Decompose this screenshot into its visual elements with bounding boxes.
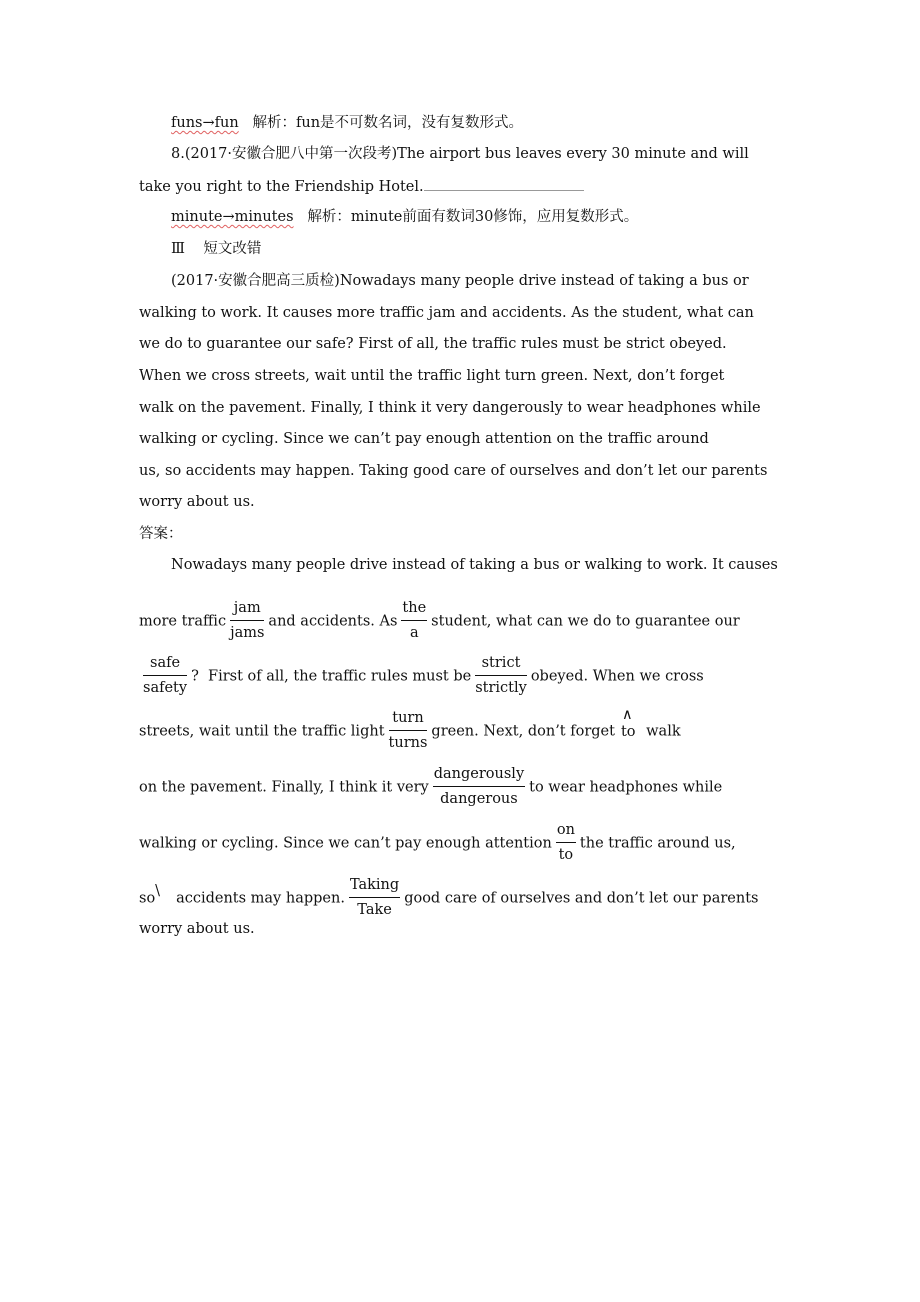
corrected-word: to — [558, 847, 574, 863]
original-word: on — [556, 821, 576, 843]
text-line — [139, 600, 740, 643]
text-line — [139, 766, 722, 809]
original-word: turn — [389, 709, 428, 731]
text-segment: so — [139, 890, 156, 907]
text-line — [139, 366, 724, 386]
text-segment: good care of ourselves and don’t let our parents — [404, 890, 759, 907]
text-line — [171, 144, 749, 164]
text-segment: Ⅲ 短文改错 — [171, 241, 262, 257]
correction — [349, 876, 400, 919]
corrected-word: jams — [230, 625, 265, 641]
correction — [556, 821, 576, 864]
text-line — [139, 303, 754, 323]
text-line — [139, 655, 704, 698]
text-segment: and accidents. As — [268, 613, 398, 630]
text-segment: walk — [641, 723, 681, 740]
original-word: jam — [230, 599, 264, 621]
text-segment: more traffic — [139, 613, 227, 630]
text-segment: take you right to the Friendship Hotel. — [139, 179, 424, 195]
text-segment: minute→minutes — [171, 209, 294, 225]
text-segment: walking or cycling. Since we can’t pay enough attention on the traffic around — [139, 431, 709, 447]
text-segment: accidents may happen. — [176, 890, 345, 907]
text-segment: streets, wait until the traffic light — [139, 723, 385, 740]
text-segment: worry about us. — [139, 494, 255, 510]
correction — [230, 599, 264, 642]
original-word: Taking — [349, 876, 400, 898]
deletion-mark: \ — [155, 882, 161, 899]
text-segment: ? First of all, the traffic rules must be — [191, 668, 472, 685]
text-line — [139, 334, 727, 354]
caret-symbol: ∧ — [621, 706, 633, 723]
text-segment: (2017·安徽合肥高三质检)Nowadays many people drive instead of taking a bus or — [171, 273, 749, 289]
text-line — [171, 239, 261, 259]
text-line — [171, 207, 638, 227]
correction — [433, 765, 525, 808]
text-line — [139, 398, 761, 418]
original-word: dangerously — [433, 765, 525, 787]
text-segment: When we cross streets, wait until the traffic light turn green. Next, don’t forget — [139, 368, 725, 384]
text-segment: green. Next, don’t forget — [431, 723, 615, 740]
correction — [475, 654, 527, 697]
text-segment: funs→fun — [171, 115, 239, 131]
text-line — [139, 176, 584, 197]
text-segment: 8.(2017·安徽合肥八中第一次段考)The airport bus leaves every 30 minute and will — [171, 146, 749, 162]
corrected-word: safety — [143, 680, 188, 696]
text-segment: Nowadays many people drive instead of taking a bus or walking to work. It causes — [171, 557, 778, 573]
text-line — [139, 706, 681, 753]
original-word: strict — [475, 654, 527, 676]
original-word: safe — [143, 654, 187, 676]
text-line — [139, 429, 709, 449]
text-segment: walk on the pavement. Finally, I think it very dangerously to wear headphones while — [139, 400, 761, 416]
text-line — [171, 271, 749, 291]
text-line — [171, 113, 523, 133]
text-segment: 解析：minute前面有数词30修饰，应用复数形式。 — [293, 209, 639, 225]
corrected-word: a — [409, 625, 419, 641]
text-line — [139, 524, 183, 544]
corrected-word: turns — [388, 735, 428, 751]
text-line — [139, 461, 767, 481]
text-segment: 解析：fun是不可数名词，没有复数形式。 — [238, 115, 524, 131]
original-word: the — [401, 599, 427, 621]
insertion-mark — [620, 706, 636, 742]
text-line — [139, 492, 255, 512]
corrected-word: Take — [357, 902, 392, 918]
text-line — [171, 555, 778, 575]
text-line — [139, 877, 758, 920]
text-segment: walking or cycling. Since we can’t pay enough attention — [139, 835, 552, 852]
corrected-word: dangerous — [440, 791, 518, 807]
text-line — [139, 919, 255, 939]
answer-blank — [424, 176, 584, 191]
inserted-word: to — [620, 723, 636, 740]
text-segment: to wear headphones while — [529, 779, 723, 796]
text-segment: worry about us. — [139, 921, 255, 937]
text-segment: us, so accidents may happen. Taking good care of ourselves and don’t let our parents — [139, 463, 768, 479]
corrected-word: strictly — [475, 680, 527, 696]
text-line — [139, 822, 736, 865]
text-segment: the traffic around us, — [579, 835, 736, 852]
text-segment: on the pavement. Finally, I think it very — [139, 779, 429, 796]
text-segment: obeyed. When we cross — [530, 668, 704, 685]
text-segment: student, what can we do to guarantee our — [431, 613, 740, 630]
correction — [401, 599, 427, 642]
text-segment: walking to work. It causes more traffic jam and accidents. As the student, what can — [139, 305, 754, 321]
text-segment: we do to guarantee our safe? First of all, the traffic rules must be strict obeyed. — [139, 336, 727, 352]
correction — [143, 654, 187, 697]
text-segment: 答案： — [139, 526, 183, 542]
correction — [389, 709, 428, 752]
